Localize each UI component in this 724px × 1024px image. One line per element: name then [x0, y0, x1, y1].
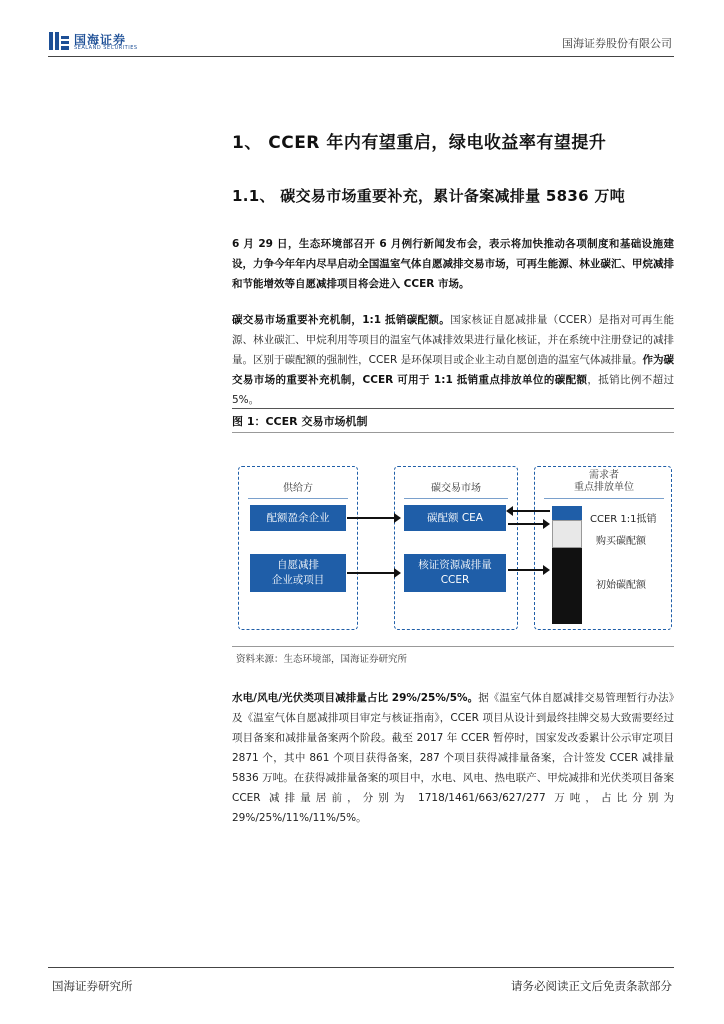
paragraph-news: 6 月 29 日，生态环境部召开 6 月例行新闻发布会，表示将加快推动各项制度和基础设施建设，力争今年年内尽早启动全国温室气体自愿减排交易市场，可再生能源、林业碳汇、甲烷减排和节能增效等自愿减排项目将会进入 CCER 市场。 [232, 238, 674, 290]
purchase-label: 购买碳配额 [596, 536, 646, 547]
logo-chinese-name: 国海证券 [74, 33, 127, 47]
arrow-voluntary-to-ccer [347, 572, 399, 574]
figure-bottom-rule [232, 646, 674, 647]
quota-surplus-box [250, 505, 346, 531]
initial-quota-bar-segment [552, 548, 582, 624]
market-heading: 碳交易市场 [431, 483, 481, 494]
paragraph-body-tail: ，抵销比例不超过 5%。 [232, 374, 675, 406]
company-name: 国海证券股份有限公司 [562, 37, 672, 50]
arrow-demand-to-cea [508, 510, 550, 512]
ccer-box [404, 554, 506, 592]
ccer-market-diagram [232, 432, 674, 644]
demand-heading-line1: 需求者 [589, 470, 619, 481]
ccer-label-2: CCER [440, 574, 470, 586]
cea-box [404, 505, 506, 531]
demand-divider [544, 498, 664, 499]
voluntary-label-1: 自愿减排 [277, 559, 319, 571]
footer-rule [48, 967, 674, 968]
paragraph-ccer-mechanism [232, 310, 674, 410]
arrow-cea-to-demand [508, 523, 548, 525]
offset-bar-segment [552, 506, 582, 520]
arrow-ccer-to-demand [508, 569, 548, 571]
sealand-logo-icon [48, 30, 70, 52]
figure-top-rule [232, 408, 674, 409]
paragraph-project-breakdown [232, 688, 674, 828]
demand-heading [544, 470, 664, 494]
paragraph-lead: 碳交易市场重要补充机制，1:1 抵销碳配额。 [232, 314, 451, 326]
paragraph3-body: 据《温室气体自愿减排交易管理暂行办法》及《温室气体自愿减排项目审定与核证指南》，CCER 项目从设计到最终挂牌交易大致需要经过项目备案和减排量备案两个阶段。截至 2017 年 CCER 暂停时，国家发改委累计公示审定项目 2871 个，其中 861 个项目获得备案，287 个项目获得减排量备案，合计签发 CCER 减排量 5836 万吨。在获得减排量备案的项目中，水电、风电、热电联产、甲烷减排和光伏类项目备案 CCER 减排量居前，分别为 1718/1461/663/627/277 万吨，占比分别为 29%/25%/11%/11%/5%。 [232, 692, 675, 824]
paragraph-body: 国家核证自愿减排量（CCER）是指对可再生能源、林业碳汇、甲烷利用等项目的温室气体减排效果进行量化核证，并在系统中注册登记的减排量。区别于碳配额的强制性，CCER 是环保项目或企业主动自愿创造的温室气体减排量。 [232, 314, 674, 366]
footer-institute: 国海证券研究所 [52, 979, 133, 993]
figure-source: 资料来源：生态环境部，国海证券研究所 [236, 654, 408, 665]
supplier-heading: 供给方 [283, 483, 313, 494]
logo [48, 30, 158, 52]
voluntary-project-box [250, 554, 346, 592]
purchase-bar-segment [552, 520, 582, 548]
offset-label: CCER 1:1抵销 [590, 514, 657, 525]
cea-label: 碳配额 CEA [427, 511, 483, 524]
arrow-quota-to-cea [347, 517, 399, 519]
paragraph3-lead: 水电/风电/光伏类项目减排量占比 29%/25%/5%。 [232, 692, 479, 704]
section-heading: 1、 CCER 年内有望重启，绿电收益率有望提升 [232, 133, 607, 153]
figure-title: 图 1：CCER 交易市场机制 [232, 415, 368, 428]
voluntary-label-2: 企业或项目 [271, 574, 325, 586]
demand-heading-line2: 重点排放单位 [574, 482, 634, 493]
header-rule [48, 56, 674, 57]
supplier-divider [248, 498, 348, 499]
ccer-label-1: 核证资源减排量 [418, 559, 492, 571]
market-divider [404, 498, 508, 499]
logo-english-name: SEALAND SECURITIES [74, 45, 138, 51]
quota-surplus-label: 配额盈余企业 [266, 511, 330, 524]
footer-disclaimer: 请务必阅读正文后免责条款部分 [511, 979, 672, 993]
paragraph-emphasis: 作为碳交易市场的重要补充机制，CCER 可用于 1:1 抵销重点排放单位的碳配额 [232, 354, 674, 386]
subsection-heading: 1.1、 碳交易市场重要补充，累计备案减排量 5836 万吨 [232, 187, 625, 205]
initial-quota-label: 初始碳配额 [596, 580, 646, 591]
